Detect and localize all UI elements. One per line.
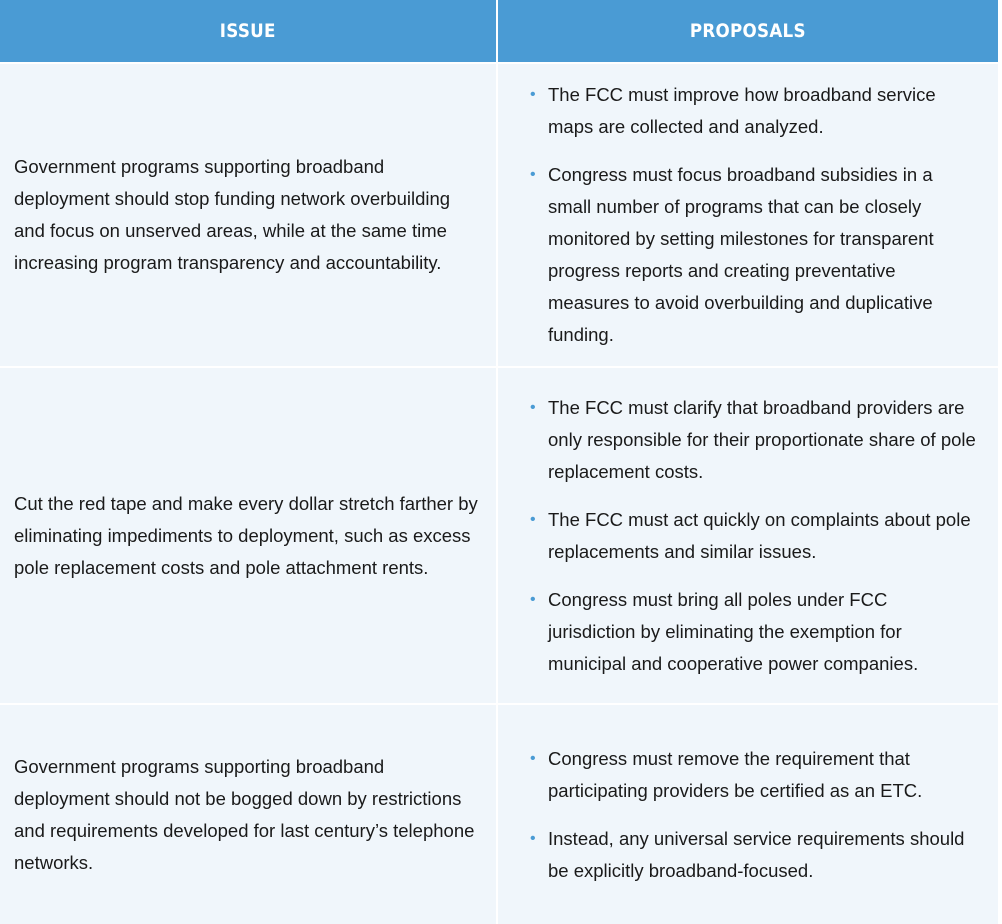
issue-cell <box>0 64 496 366</box>
proposals-cell <box>498 705 998 924</box>
proposal-item <box>530 392 978 488</box>
issue-cell <box>0 368 496 703</box>
proposal-text: Instead, any universal service requirements should be explicitly broadband-focused. <box>548 827 965 881</box>
proposals-cell <box>498 368 998 703</box>
proposal-item <box>530 584 978 680</box>
issue-text: Government programs supporting broadband deployment should stop funding network overbuilding and focus on unserved areas, while at the same time increasing program transparency and accountability. <box>14 156 451 273</box>
proposal-text: Congress must remove the requirement that participating providers be certified as an ETC. <box>548 747 923 801</box>
bullet-dot-icon: • <box>530 590 536 608</box>
issue-text: Government programs supporting broadband deployment should not be bogged down by restrictions and requirements developed for last century’s telephone networks. <box>14 755 475 873</box>
table-header <box>0 0 998 62</box>
proposal-item <box>530 743 978 807</box>
bullet-dot-icon: • <box>530 398 536 416</box>
issue-header-label: ISSUE <box>220 20 276 42</box>
bullet-dot-icon: • <box>530 86 536 103</box>
proposals-cell <box>498 64 998 366</box>
table-row <box>0 703 998 924</box>
proposal-text: The FCC must improve how broadband service maps are collected and analyzed. <box>548 84 936 137</box>
issue-cell <box>0 705 496 924</box>
proposal-item <box>530 159 978 351</box>
table-row <box>0 366 998 703</box>
proposal-item <box>530 79 978 143</box>
proposal-item <box>530 823 978 887</box>
bullet-dot-icon: • <box>530 166 536 183</box>
issue-text: Cut the red tape and make every dollar stretch farther by eliminating impediments to deployment, such as excess pole replacement costs and pole attachment rents. <box>14 492 478 578</box>
proposals-column-header <box>498 0 998 62</box>
proposal-item <box>530 504 978 568</box>
proposal-text: Congress must focus broadband subsidies in a small number of programs that can be closely monitored by setting milestones for transparent progress reports and creating preventative measures to avoid overbuilding and duplicative funding. <box>548 164 934 345</box>
proposal-text: Congress must bring all poles under FCC jurisdiction by eliminating the exemption for municipal and cooperative power companies. <box>548 588 919 674</box>
proposal-text: The FCC must act quickly on complaints about pole replacements and similar issues. <box>548 508 971 562</box>
bullet-dot-icon: • <box>530 749 536 767</box>
bullet-dot-icon: • <box>530 510 536 528</box>
proposals-header-label: PROPOSALS <box>690 20 806 42</box>
proposal-text: The FCC must clarify that broadband providers are only responsible for their proportionate share of pole replacement costs. <box>548 396 976 482</box>
issue-column-header <box>0 0 496 62</box>
bullet-dot-icon: • <box>530 829 536 847</box>
table-row <box>0 62 998 366</box>
